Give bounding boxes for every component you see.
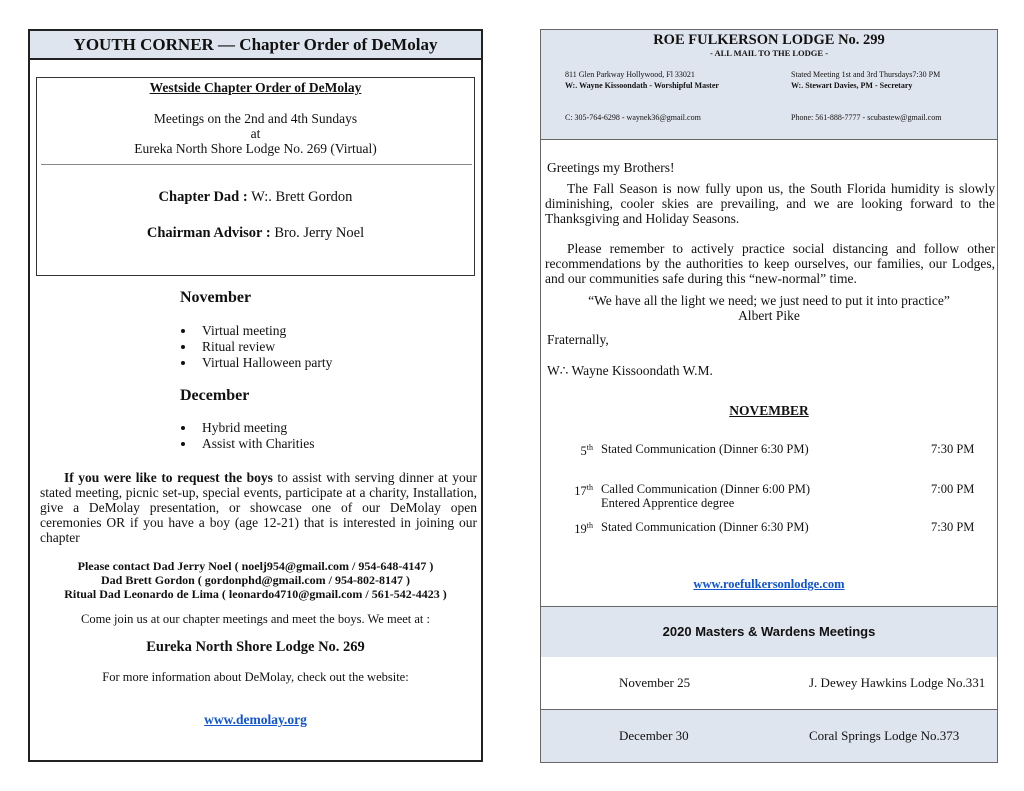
youth-corner-header: YOUTH CORNER — Chapter Order of DeMolay (30, 31, 481, 60)
event-time: 7:30 PM (931, 442, 975, 456)
list-item: • Virtual meeting (196, 323, 332, 339)
master-contact: C: 305-764-6298 - waynek36@gmail.com (565, 113, 701, 122)
lodge-subtitle: - ALL MAIL TO THE LODGE - (709, 48, 829, 58)
chapter-dad-name: W:. Brett Gordon (251, 189, 353, 205)
join-invitation: Come join us at our chapter meetings and meet the boys. We meet at : (80, 612, 431, 626)
lodge-panel (540, 29, 998, 763)
demolay-website-container (30, 712, 481, 728)
events-month-heading: NOVEMBER (729, 403, 809, 418)
masters-wardens-table (541, 606, 997, 762)
contact-line: Ritual Dad Leonardo de Lima ( leonardo4710@gmail.com / 561-542-4423 ) (64, 587, 447, 601)
contact-block (30, 559, 481, 601)
event-day (553, 441, 593, 458)
divider (41, 164, 472, 165)
event-day-number: 5 (580, 444, 587, 459)
westside-title: Westside Chapter Order of DeMolay (149, 80, 362, 95)
masters-wardens-header: 2020 Masters & Wardens Meetings (541, 606, 997, 658)
event-description: Stated Communication (Dinner 6:30 PM) (601, 520, 809, 534)
event-day-suffix: th (586, 483, 593, 492)
request-paragraph (40, 470, 477, 545)
event-day (553, 519, 593, 536)
december-list (180, 420, 315, 452)
worshipful-master: W:. Wayne Kissoondath - Worshipful Master (565, 81, 719, 90)
meeting-location: Eureka North Shore Lodge No. 269 (Virtual) (134, 141, 377, 156)
lodge-website-link[interactable]: www.roefulkersonlodge.com (693, 577, 845, 591)
chairman-label: Chairman Advisor : (146, 225, 271, 241)
more-info-text: For more information about DeMolay, check out the website: (102, 670, 409, 684)
event-description: Called Communication (Dinner 6:00 PM) (601, 482, 811, 496)
chapter-dad (37, 189, 474, 206)
event-day-suffix: th (586, 521, 593, 530)
event-day-suffix: th (586, 443, 593, 452)
meeting-at: at (250, 126, 261, 141)
meeting-schedule: Meetings on the 2nd and 4th Sundays (153, 111, 358, 126)
list-item: • Ritual review (196, 339, 332, 355)
chapter-dad-label: Chapter Dad : (158, 189, 248, 205)
lodge-title: ROE FULKERSON LODGE No. 299 (653, 32, 885, 48)
request-text: to assist with serving dinner at your stated meeting, picnic set-up, special events, participate at a charity, Installation, give a DeMolay presentation, or showcase one of our DeMolay open ceremonies OR if you have a boy (age 12-21) that is interested in joining our chapter (40, 470, 477, 545)
november-list (180, 323, 332, 371)
table-row (541, 710, 997, 762)
host-lodge: Coral Springs Lodge No.373 (809, 728, 960, 743)
event-day-number: 17 (574, 484, 587, 499)
event-time: 7:00 PM (931, 482, 975, 496)
event-description: Stated Communication (Dinner 6:30 PM) (601, 442, 809, 456)
closing: Fraternally, (547, 332, 609, 347)
youth-corner-panel (28, 29, 483, 762)
lodge-header (541, 30, 997, 140)
secretary: W:. Stewart Davies, PM - Secretary (791, 81, 913, 90)
list-item: • Virtual Halloween party (196, 355, 332, 371)
event-subtitle: Entered Apprentice degree (601, 496, 735, 510)
list-item: • Hybrid meeting (196, 420, 315, 436)
event-day (553, 481, 593, 498)
list-item: • Assist with Charities (196, 436, 315, 452)
westside-chapter-box (36, 77, 475, 276)
quote-author: Albert Pike (738, 308, 800, 323)
event-time: 7:30 PM (931, 520, 975, 534)
demolay-website-link[interactable]: www.demolay.org (204, 712, 307, 727)
secretary-contact: Phone: 561-888-7777 - scubastew@gmail.com (791, 113, 942, 122)
month-heading-december: December (180, 387, 250, 404)
host-lodge: J. Dewey Hawkins Lodge No.331 (809, 675, 986, 690)
meeting-date: December 30 (619, 728, 689, 743)
lodge-address: 811 Glen Parkway Hollywood, Fl 33021 (565, 70, 695, 79)
contact-line: Please contact Dad Jerry Noel ( noelj954@gmail.com / 954-648-4147 ) (77, 559, 434, 573)
contact-line: Dad Brett Gordon ( gordonphd@gmail.com / 954-802-8147 ) (101, 573, 410, 587)
table-row (541, 657, 997, 710)
stated-meeting-info: Stated Meeting 1st and 3rd Thursdays7:30 PM (791, 70, 941, 79)
request-lead: If you were like to request the boys (64, 470, 273, 485)
event-day-number: 19 (574, 522, 587, 537)
meeting-lodge-name: Eureka North Shore Lodge No. 269 (146, 639, 365, 655)
chairman-advisor (37, 225, 474, 242)
chairman-name: Bro. Jerry Noel (274, 225, 365, 241)
lodge-website-container (541, 577, 997, 592)
greeting: Greetings my Brothers! (547, 160, 675, 175)
message-paragraph: Please remember to actively practice social distancing and follow other recommendations by the authorities to keep ourselves, our families, our Lodges, and our communities safe during this “new-normal” time. (545, 241, 995, 286)
message-paragraph: The Fall Season is now fully upon us, the South Florida humidity is slowly diminishing, cooler skies are prevailing, and we are looking forward to the Thanksgiving and Holiday Seasons. (545, 181, 995, 226)
month-heading-november: November (180, 289, 252, 306)
signature: W∴ Wayne Kissoondath W.M. (547, 363, 713, 378)
quote: “We have all the light we need; we just need to put it into practice” (588, 293, 950, 308)
meeting-date: November 25 (619, 675, 691, 690)
